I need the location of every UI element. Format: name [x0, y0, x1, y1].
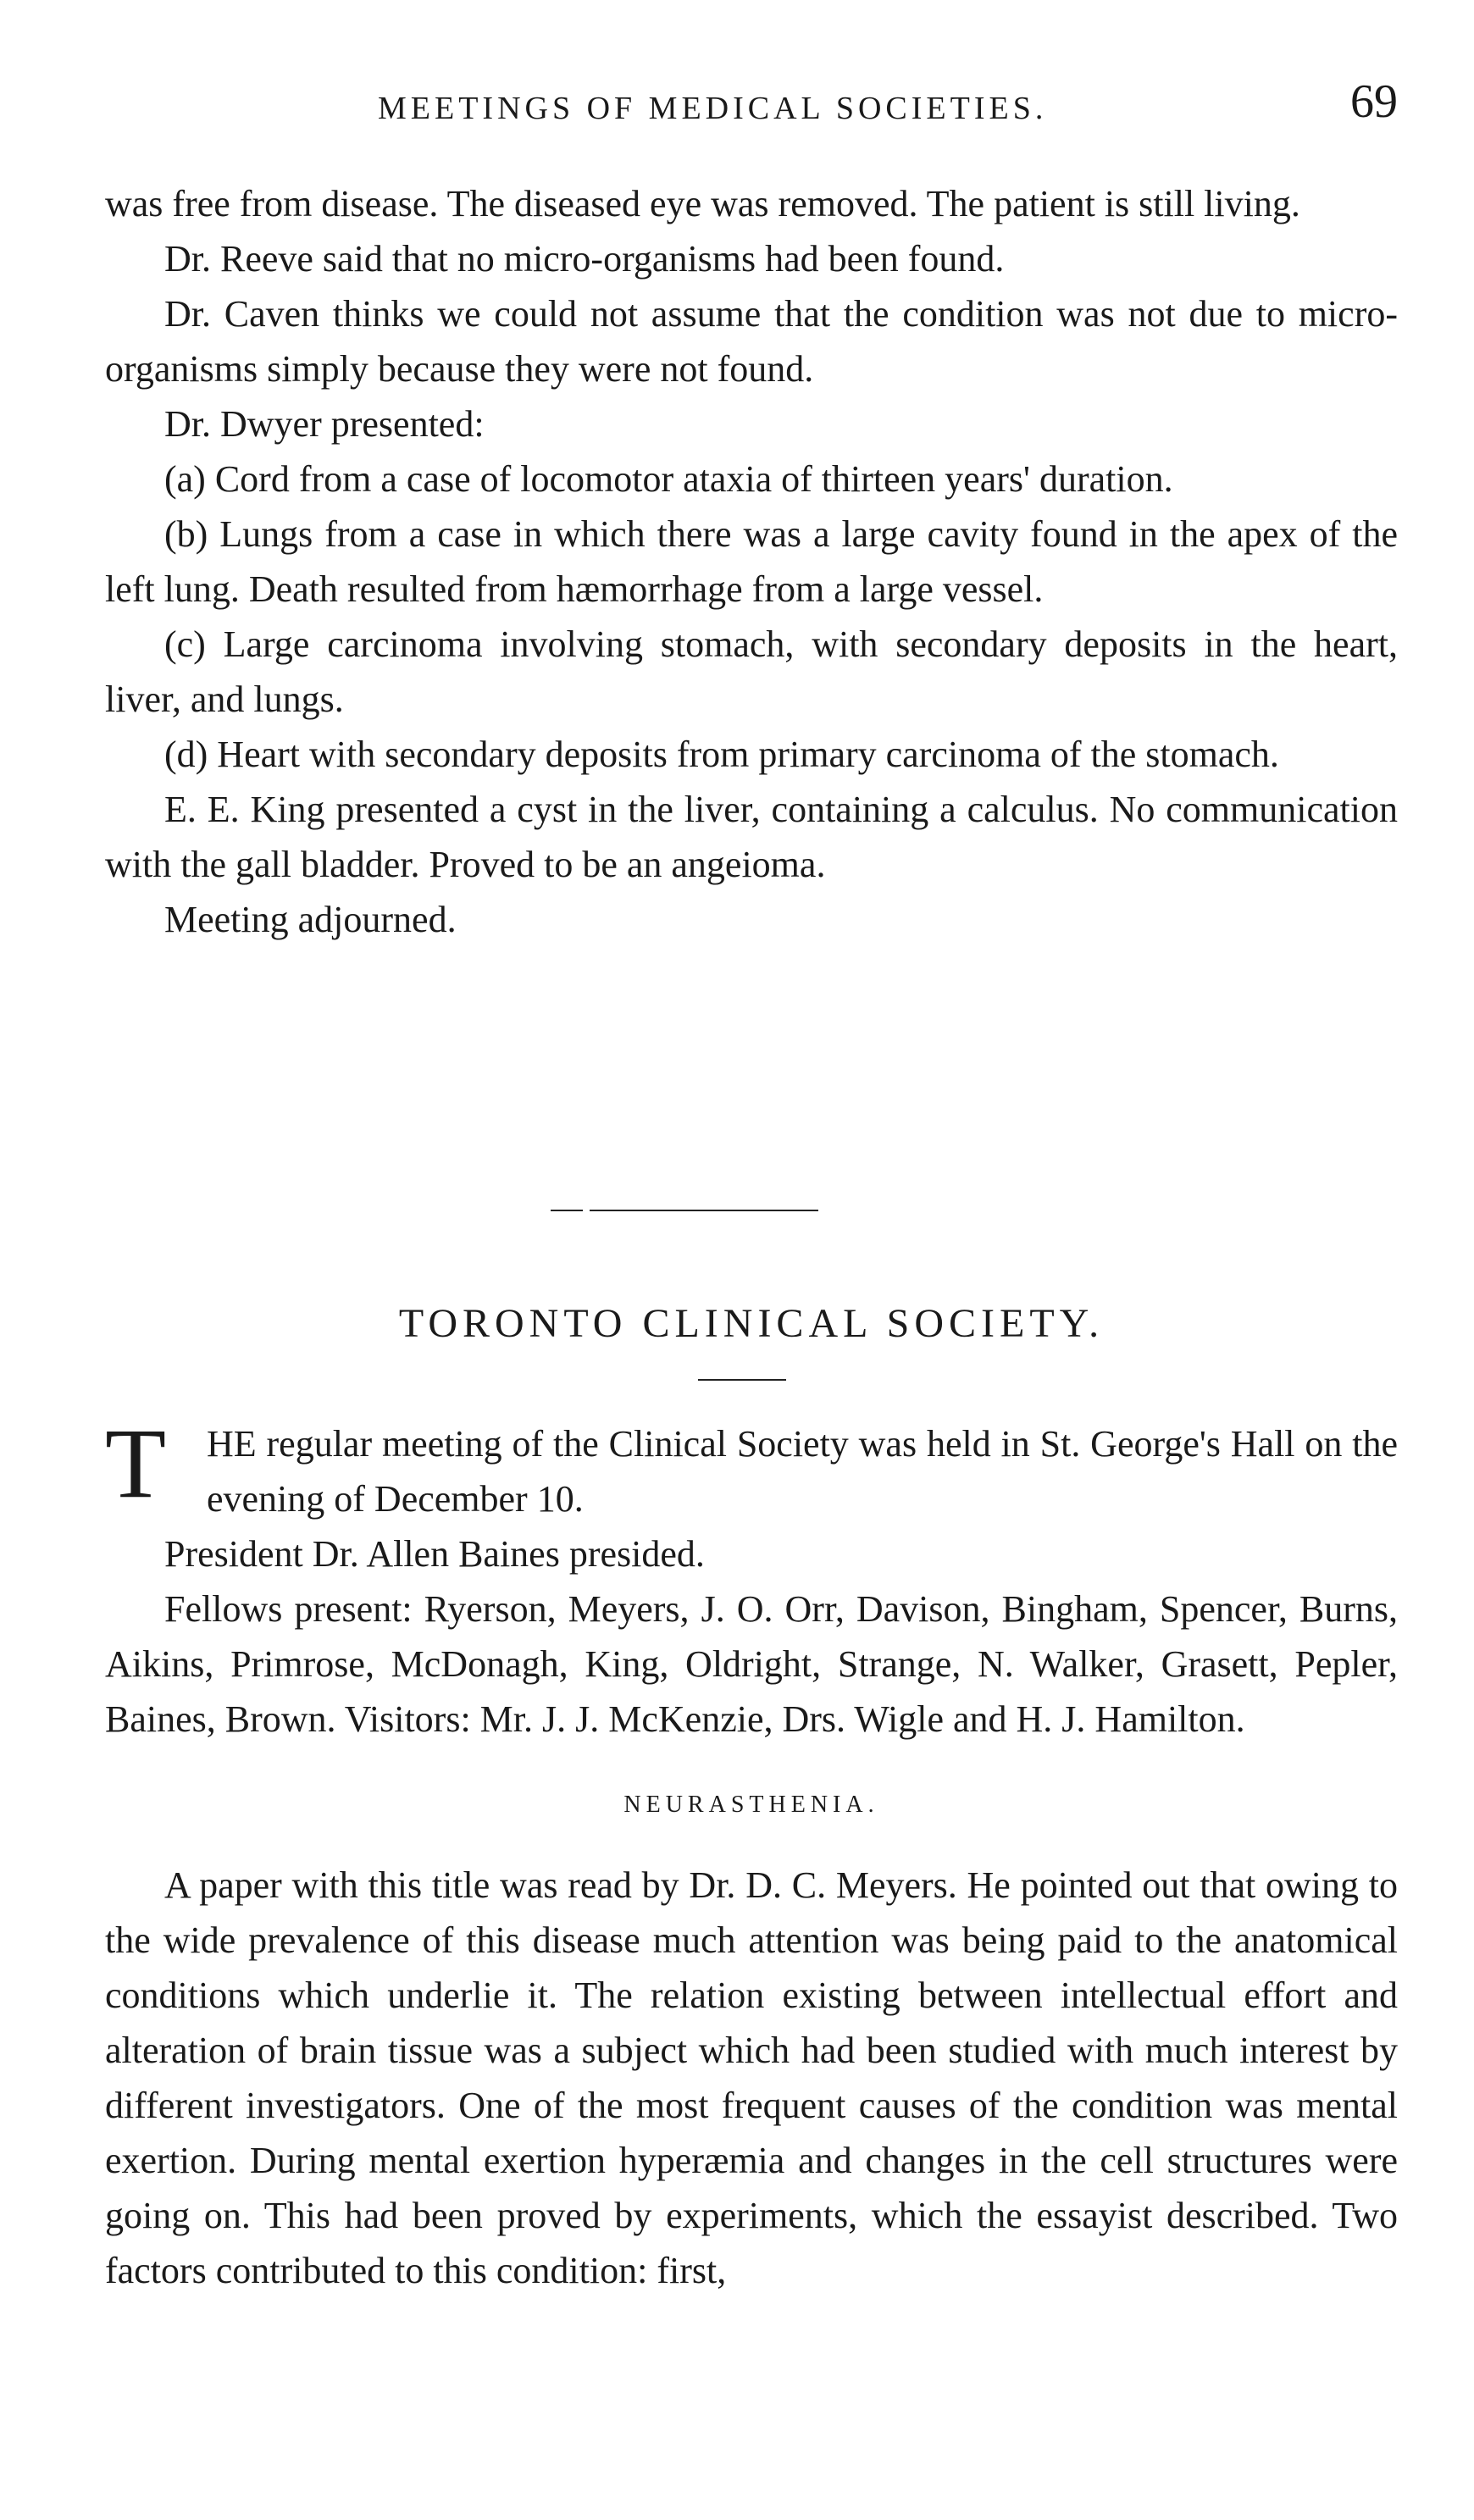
paragraph-continuation: was free from disease. The diseased eye was removed. The patient is still living. [105, 183, 1300, 224]
paragraph-adjourned: Meeting adjourned. [164, 899, 457, 940]
specimen-b: (b) Lungs from a case in which there was a large cavity found in the apex of the left lung. Death resulted from hæmorrhage from a large vessel. [105, 513, 1398, 610]
running-head [105, 75, 1398, 134]
paragraph-dwyer: Dr. Dwyer presented: [164, 403, 485, 445]
paragraph-caven: Dr. Caven thinks we could not assume that the condition was not due to micro-organisms simply because they were not found. [105, 293, 1398, 390]
section-divider-right [590, 1210, 818, 1211]
intro-text: HE regular meeting of the Clinical Society was held in St. George's Hall on the evening of December 10. [207, 1423, 1398, 1520]
paragraph-reeve: Dr. Reeve said that no micro-organisms had been found. [164, 238, 1005, 280]
paragraph-king: E. E. King presented a cyst in the liver, containing a calculus. No communication with the gall bladder. Proved to be an angeioma. [105, 789, 1398, 885]
specimen-a: (a) Cord from a case of locomotor ataxia of thirteen years' duration. [164, 458, 1173, 500]
society-minutes-continued [105, 176, 1398, 947]
drop-cap: T [105, 1408, 167, 1519]
neurasthenia-body: A paper with this title was read by Dr. D. C. Meyers. He pointed out that owing to the wide prevalence of this disease much attention was being paid to the anatomical conditions which underlie it. The relation existing between intellectual effort and alteration of brain tissue was a subject which had been studied with much interest by different investigators. One of the most frequent causes of the condition was mental exertion. During mental exertion hyperæmia and changes in the cell structures were going on. This had been proved by experiments, which the essayist described. Two factors contributed to this condition: first, [105, 1864, 1398, 2291]
subheading-neurasthenia: NEURASTHENIA. [623, 1792, 879, 1818]
president-line: President Dr. Allen Baines presided. [164, 1533, 705, 1575]
specimen-d: (d) Heart with secondary deposits from primary carcinoma of the stomach. [164, 734, 1279, 775]
clinical-society-report [105, 1408, 1398, 2298]
section-title: TORONTO CLINICAL SOCIETY. [398, 1301, 1105, 1346]
section-divider-left [551, 1210, 583, 1211]
page-number: 69 [1350, 75, 1398, 128]
specimen-c: (c) Large carcinoma involving stomach, with secondary deposits in the heart, liver, and lungs. [105, 623, 1398, 720]
intro-paragraph [105, 1408, 1398, 1526]
running-title: MEETINGS OF MEDICAL SOCIETIES. [378, 91, 1048, 126]
fellows-present: Fellows present: Ryerson, Meyers, J. O. Orr, Davison, Bingham, Spencer, Burns, Aikins, Primrose, McDonagh, King, Oldright, Strange, N. Walker, Grasett, Pepler, Baines, Brown. Visitors: Mr. J. J. McKenzie, Drs. Wigle and H. J. Hamilton. [105, 1588, 1398, 1740]
title-rule [698, 1379, 786, 1381]
